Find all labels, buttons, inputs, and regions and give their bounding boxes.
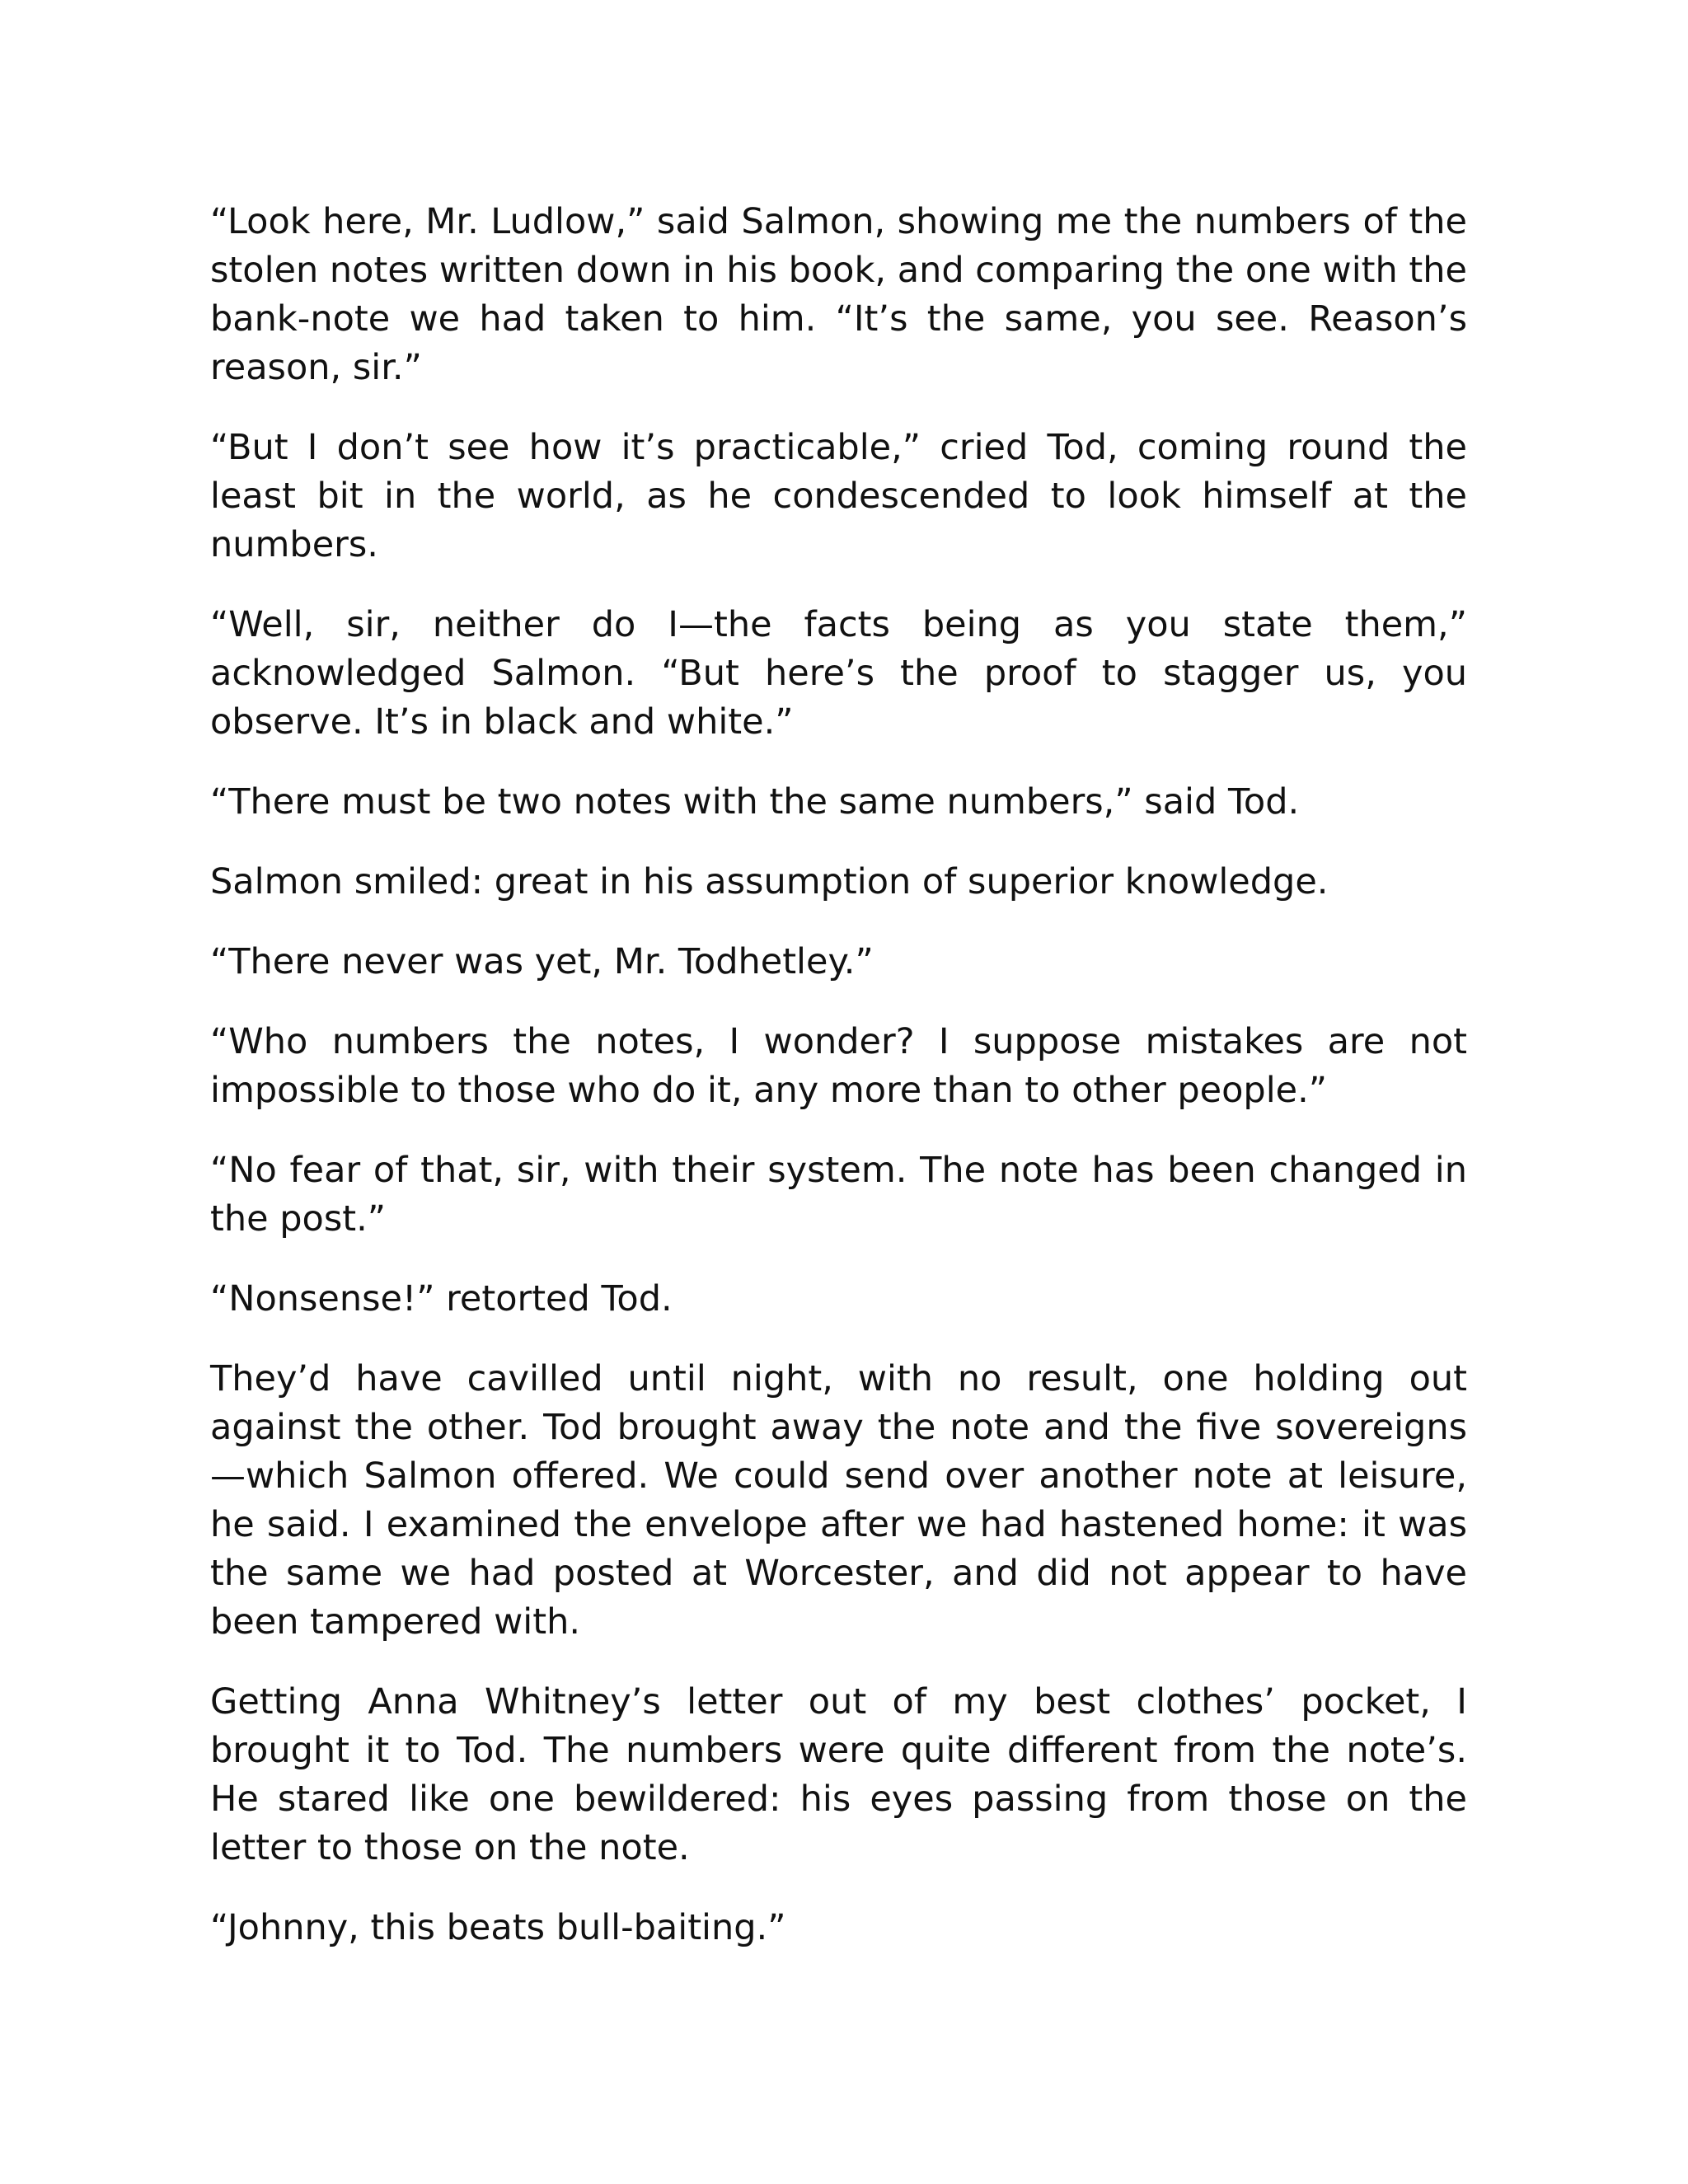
paragraph-11: Getting Anna Whitney’s letter out of my best clothes’ pocket, I brought it to Tod. The numbers were quite different from the note’s. He stared like one bewildered: his eyes passing from those on the letter to those on the note. (210, 1681, 1467, 1868)
paragraph-4: “There must be two notes with the same numbers,” said Tod. (210, 781, 1300, 823)
paragraph-12: “Johnny, this beats bull-baiting.” (210, 1907, 786, 1948)
paragraph-8: “No fear of that, sir, with their system. The note has been changed in the post.” (210, 1150, 1467, 1240)
paragraph-7: “Who numbers the notes, I wonder? I suppose mistakes are not impossible to those who do it, any more than to other people.” (210, 1021, 1467, 1111)
paragraph-1: “Look here, Mr. Ludlow,” said Salmon, showing me the numbers of the stolen notes written down in his book, and comparing the one with the bank-note we had taken to him. “It’s the same, you see. Reason’s reason, sir.” (210, 201, 1467, 388)
paragraph-5: Salmon smiled: great in his assumption of superior knowledge. (210, 861, 1329, 902)
body-text (210, 198, 1467, 1952)
paragraph-3: “Well, sir, neither do I—the facts being as you state them,” acknowledged Salmon. “But here’s the proof to stagger us, you observe. It’s in black and white.” (210, 604, 1467, 743)
paragraph-10: They’d have cavilled until night, with no result, one holding out against the other. Tod brought away the note and the five sovereigns —which Salmon offered. We could send over another note at leisure, he said. I examined the envelope after we had hastened home: it was the same we had posted at Worcester, and did not appear to have been tampered with. (210, 1358, 1467, 1643)
paragraph-6: “There never was yet, Mr. Todhetley.” (210, 941, 874, 982)
paragraph-9: “Nonsense!” retorted Tod. (210, 1278, 673, 1319)
paragraph-2: “But I don’t see how it’s practicable,” cried Tod, coming round the least bit in the world, as he condescended to look himself at the numbers. (210, 427, 1467, 565)
